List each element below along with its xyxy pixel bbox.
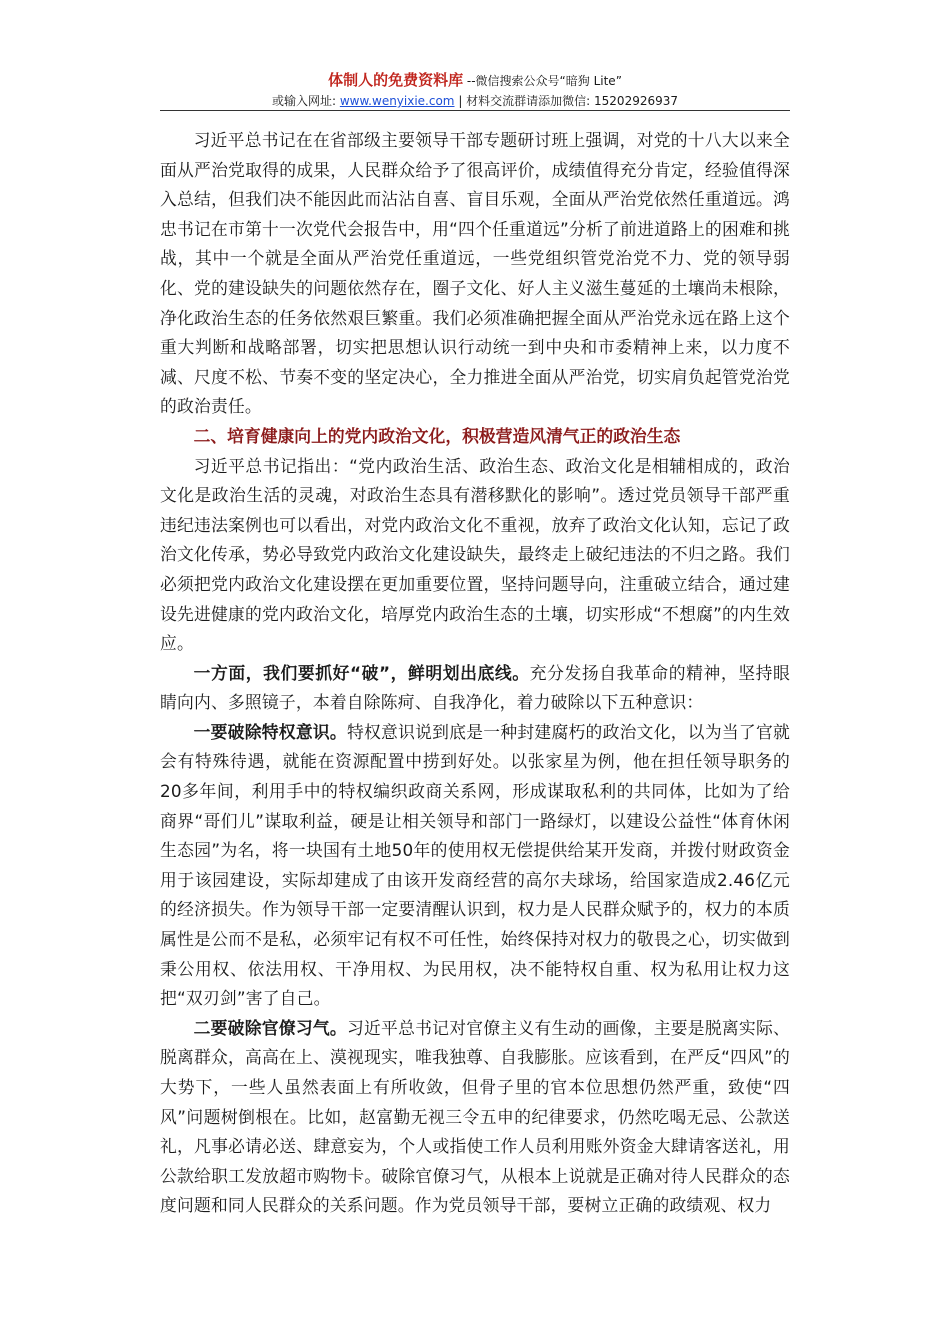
- header-brand: 体制人的免费资料库: [328, 71, 464, 89]
- paragraph-3-lead: 一方面，我们要抓好“破”，鲜明划出底线。: [193, 662, 530, 683]
- header-subtitle: --微信搜索公众号“暗狗 Lite”: [463, 74, 622, 88]
- paragraph-3: [160, 659, 790, 718]
- header-url-prefix: 或输入网址:: [271, 94, 340, 108]
- paragraph-4-text: 特权意识说到底是一种封建腐朽的政治文化，以为当了官就会有特殊待遇，就能在资源配置中捞到好处。以张家星为例，他在担任领导职务的20多年间，利用手中的特权编织政商关系网，形成谋取私利的共同体，比如为了给商界“哥们儿”谋取利益，硬是让相关领导和部门一路绿灯，以建设公益性“体育休闲生态园”为名，将一块国有土地50年的使用权无偿提供给某开发商，并拨付财政资金用于该园建设，实际却建成了由该开发商经营的高尔夫球场，给国家造成2.46亿元的经济损失。作为领导干部一定要清醒认识到，权力是人民群众赋予的，权力的本质属性是公而不是私，必须牢记有权不可任性，始终保持对权力的敬畏之心，切实做到秉公用权、依法用权、干净用权、为民用权，决不能特权自重、权为私用让权力这把“双刃剑”害了自己。: [160, 721, 790, 1009]
- document-body: [160, 126, 790, 1221]
- paragraph-5: [160, 1014, 790, 1221]
- header-contact: | 材料交流群请添加微信: 15202926937: [454, 94, 679, 108]
- paragraph-5-lead: 二要破除官僚习气。: [193, 1017, 347, 1038]
- header-contact-line: [160, 93, 790, 109]
- page-header: [160, 70, 790, 109]
- header-title-line: [160, 70, 790, 91]
- paragraph-4-lead: 一要破除特权意识。: [193, 721, 347, 742]
- paragraph-4: [160, 718, 790, 1014]
- paragraph-5-text: 习近平总书记对官僚主义有生动的画像，主要是脱离实际、脱离群众，高高在上、漠视现实，唯我独尊、自我膨胀。应该看到，在严反“四风”的大势下，一些人虽然表面上有所收敛，但骨子里的官本位思想仍然严重，致使“四风”问题树倒根在。比如，赵富勤无视三令五申的纪律要求，仍然吃喝无忌、公款送礼，凡事必请必送、肆意妄为，个人或指使工作人员利用账外资金大肆请客送礼，用公款给职工发放超市购物卡。破除官僚习气，从根本上说就是正确对待人民群众的态度问题和同人民群众的关系问题。作为党员领导干部，要树立正确的政绩观、权力: [160, 1017, 790, 1216]
- paragraph-1: 习近平总书记在在省部级主要领导干部专题研讨班上强调，对党的十八大以来全面从严治党取得的成果，人民群众给予了很高评价，成绩值得充分肯定，经验值得深入总结，但我们决不能因此而沾沾自喜、盲目乐观，全面从严治党依然任重道远。鸿忠书记在市第十一次党代会报告中，用“四个任重道远”分析了前进道路上的困难和挑战，其中一个就是全面从严治党任重道远，一些党组织管党治党不力、党的领导弱化、党的建设缺失的问题依然存在，圈子文化、好人主义滋生蔓延的土壤尚未根除，净化政治生态的任务依然艰巨繁重。我们必须准确把握全面从严治党永远在路上这个重大判断和战略部署，切实把思想认识行动统一到中央和市委精神上来，以力度不减、尺度不松、节奏不变的坚定决心，全力推进全面从严治党，切实肩负起管党治党的政治责任。: [160, 130, 790, 417]
- website-link[interactable]: www.wenyixie.com: [339, 94, 455, 108]
- section-heading-2: 二、培育健康向上的党内政治文化，积极营造风清气正的政治生态: [193, 425, 681, 446]
- paragraph-2: 习近平总书记指出：“党内政治生活、政治生态、政治文化是相辅相成的，政治文化是政治生活的灵魂，对政治生态具有潜移默化的影响”。透过党员领导干部严重违纪违法案例也可以看出，对党内政治文化不重视，放弃了政治文化认知，忘记了政治文化传承，势必导致党内政治文化建设缺失，最终走上破纪违法的不归之路。我们必须把党内政治文化建设摆在更加重要位置，坚持问题导向，注重破立结合，通过建设先进健康的党内政治文化，培厚党内政治生态的土壤，切实形成“不想腐”的内生效应。: [160, 455, 790, 654]
- paragraph-3-text: 充分发扬自我革命的精神，坚持眼睛向内、多照镜子，本着自除陈疴、自我净化，着力破除以下五种意识：: [160, 662, 790, 713]
- header-divider: [160, 110, 790, 111]
